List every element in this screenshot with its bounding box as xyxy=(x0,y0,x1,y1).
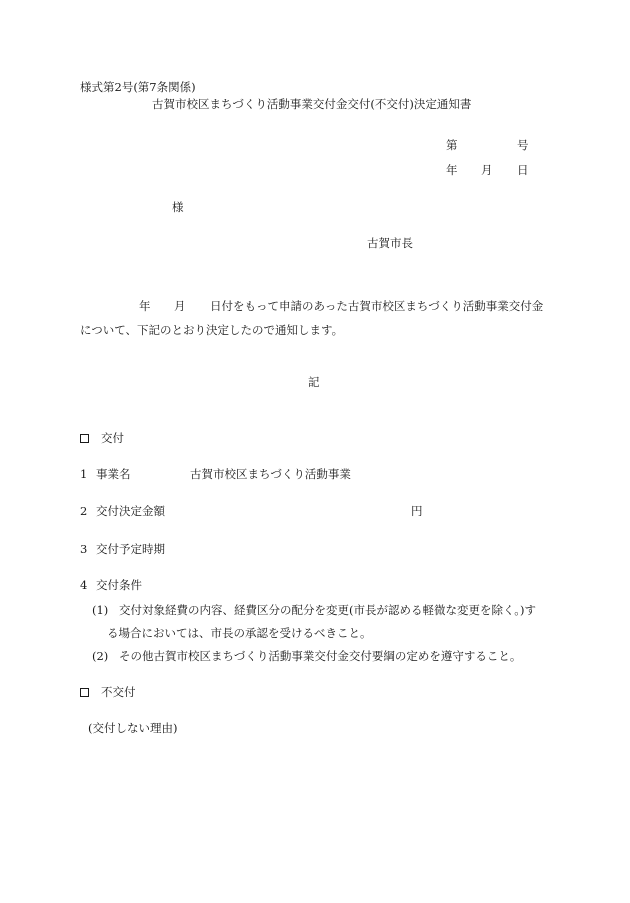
item-value-project-name: 古賀市校区まちづくり活動事業 xyxy=(190,467,351,481)
condition-number: (1) xyxy=(92,603,109,617)
item-value-yen: 円 xyxy=(411,504,423,518)
body-year: 年 xyxy=(139,299,151,313)
grant-section-heading xyxy=(80,433,124,445)
ki-heading: 記 xyxy=(308,375,320,389)
body-month: 月 xyxy=(174,299,186,313)
grant-heading-label: 交付 xyxy=(101,431,124,445)
non-grant-heading-label: 不交付 xyxy=(101,685,136,699)
item-label-project-name: 事業名 xyxy=(96,467,131,481)
condition-number: (2) xyxy=(92,649,109,663)
number-prefix: 第 xyxy=(446,138,458,152)
non-grant-section-heading xyxy=(80,687,136,699)
item-number: 1 xyxy=(80,467,88,481)
date-year: 年 xyxy=(446,163,458,177)
item-label-amount: 交付決定金額 xyxy=(96,504,165,518)
grant-checkbox[interactable] xyxy=(80,434,89,443)
non-grant-reason-label: (交付しない理由) xyxy=(88,721,178,735)
non-grant-checkbox[interactable] xyxy=(80,688,89,697)
date-month: 月 xyxy=(481,163,493,177)
body-line1: 日付をもって申請のあった古賀市校区まちづくり活動事業交付金 xyxy=(210,299,544,313)
item-number: 4 xyxy=(80,578,88,592)
item-number: 2 xyxy=(80,504,88,518)
item-label-schedule: 交付予定時期 xyxy=(96,542,165,556)
issuer-name: 古賀市長 xyxy=(367,236,413,250)
condition-text-continued: る場合においては、市長の承認を受けるべきこと。 xyxy=(107,626,372,640)
document-title: 古賀市校区まちづくり活動事業交付金交付(不交付)決定通知書 xyxy=(152,97,472,111)
number-suffix: 号 xyxy=(517,138,529,152)
date-day: 日 xyxy=(517,163,529,177)
body-line2: について、下記のとおり決定したので通知します。 xyxy=(80,323,344,337)
form-label: 様式第2号(第7条関係) xyxy=(80,80,196,94)
item-number: 3 xyxy=(80,542,88,556)
addressee-suffix: 様 xyxy=(172,200,184,214)
condition-text: その他古賀市校区まちづくり活動事業交付金交付要綱の定めを遵守すること。 xyxy=(119,649,522,663)
condition-text: 交付対象経費の内容、経費区分の配分を変更(市長が認める軽微な変更を除く。)す xyxy=(119,603,536,617)
item-label-conditions: 交付条件 xyxy=(96,578,142,592)
